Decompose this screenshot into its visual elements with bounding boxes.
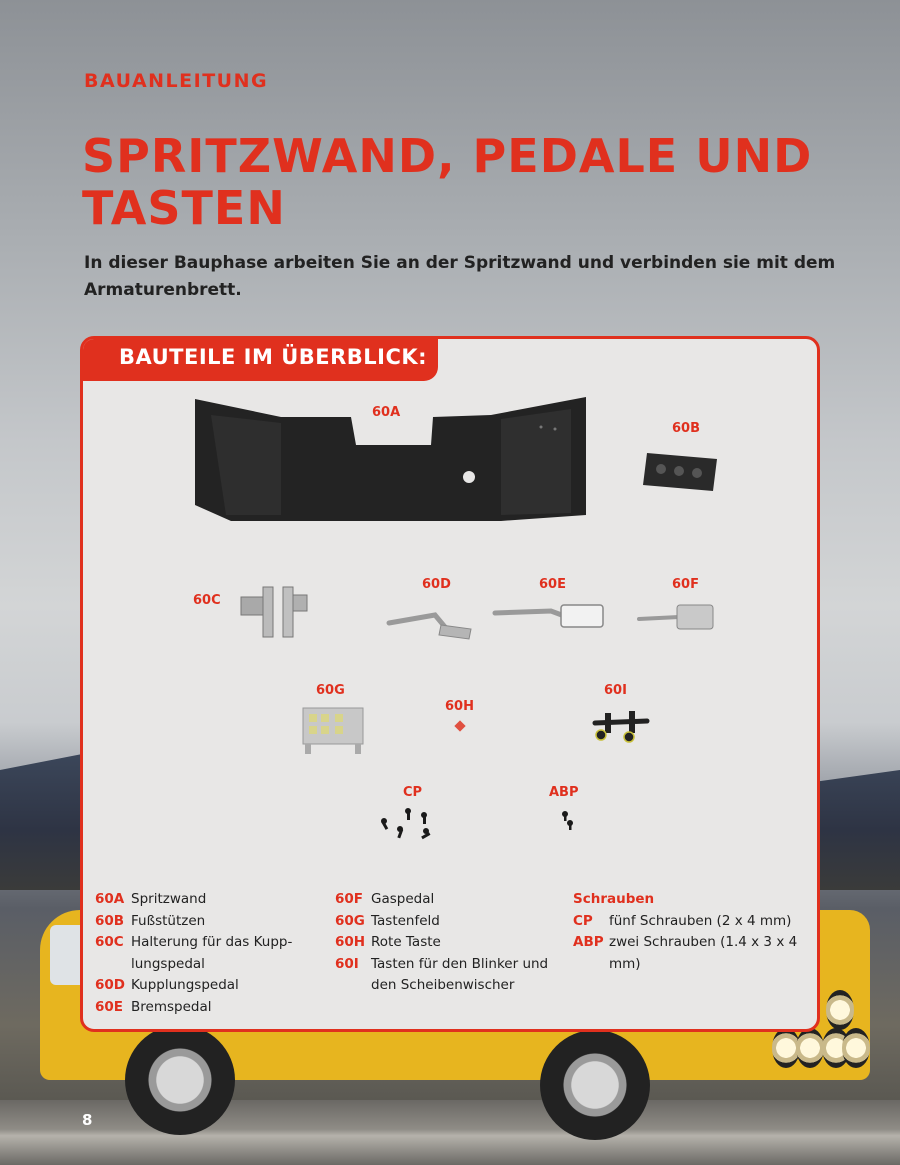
part-60F-gas-pedal-image	[635, 601, 719, 633]
panel-title: BAUTEILE IM ÜBERBLICK:	[119, 345, 428, 369]
legend-item	[95, 932, 310, 975]
legend-code: 60G	[335, 912, 365, 929]
legend-item	[573, 911, 809, 933]
car-lamp	[842, 1028, 870, 1068]
part-60I-indicator-wiper-buttons-image	[591, 709, 655, 745]
legend-code: 60A	[95, 891, 125, 907]
label-60H: 60H	[445, 699, 474, 714]
part-60H-red-button-image	[453, 719, 467, 733]
legend-desc: Kupplungspedal	[131, 977, 239, 994]
legend-code: 60B	[95, 912, 125, 929]
intro-text: In dieser Bauphase arbeiten Sie an der Spritzwand und verbinden sie mit dem Armaturenbrett.	[84, 253, 836, 300]
car-lamp	[826, 990, 854, 1030]
legend-code: 60C	[95, 934, 124, 951]
legend-item	[335, 889, 555, 911]
legend-desc: Spritzwand	[131, 891, 207, 907]
label-60G: 60G	[316, 683, 345, 698]
label-60C: 60C	[193, 593, 221, 608]
part-60E-brake-pedal-image	[491, 597, 607, 633]
legend-code: 60H	[335, 934, 366, 951]
part-60G-button-panel-image	[297, 704, 369, 756]
label-60B: 60B	[672, 421, 700, 436]
legend-desc: Halterung für das Kupp-lungspedal	[131, 934, 293, 972]
label-60E: 60E	[539, 577, 566, 592]
legend-desc: Tasten für den Blinker und den Scheibenwischer	[371, 955, 549, 994]
legend-code: CP	[573, 912, 593, 929]
part-ABP-screws-image	[557, 809, 579, 835]
legend-desc: Fußstützen	[131, 912, 206, 929]
legend-desc: Tastenfeld	[371, 912, 440, 929]
car-lamp	[796, 1028, 824, 1068]
part-60C-clutch-bracket-image	[233, 581, 313, 641]
legend-code: 60F	[335, 891, 364, 907]
legend-item	[95, 975, 310, 997]
legend-desc: Bremspedal	[131, 998, 212, 1015]
legend-item	[95, 889, 310, 911]
label-60D: 60D	[422, 577, 451, 592]
legend-item	[573, 932, 809, 975]
legend-column-3	[573, 889, 809, 975]
legend-code: 60E	[95, 998, 124, 1015]
legend-code: 60D	[95, 977, 125, 994]
page-title: SPRITZWAND, PEDALE UND TASTEN	[82, 129, 813, 235]
legend-code: ABP	[573, 934, 604, 951]
legend-desc: Rote Taste	[371, 934, 441, 951]
legend-code: 60I	[335, 955, 359, 972]
label-60F: 60F	[672, 577, 699, 592]
label-CP: CP	[403, 785, 423, 800]
legend-desc: Gaspedal	[371, 891, 435, 907]
legend-item	[335, 911, 555, 933]
parts-overview-panel	[80, 336, 820, 1032]
legend-item	[335, 932, 555, 954]
car-wheel-front	[540, 1030, 650, 1140]
legend-desc: fünf Schrauben (2 x 4 mm)	[609, 912, 792, 929]
legend-item	[95, 997, 310, 1019]
label-60I: 60I	[604, 683, 627, 698]
label-ABP: ABP	[549, 785, 579, 800]
car-wheel-rear	[125, 1025, 235, 1135]
legend-column-1	[95, 889, 310, 1019]
legend-column-2	[335, 889, 555, 997]
part-CP-screws-image	[377, 807, 443, 845]
legend-item	[335, 954, 555, 997]
legend-item	[95, 911, 310, 933]
panel-header	[83, 339, 438, 381]
legend-desc: zwei Schrauben (1.4 x 3 x 4 mm)	[609, 934, 798, 972]
screws-heading: Schrauben	[573, 891, 655, 907]
label-60A: 60A	[372, 405, 401, 420]
part-60D-clutch-pedal-image	[385, 597, 475, 641]
section-label: BAUANLEITUNG	[84, 70, 269, 92]
part-60A-firewall-image	[191, 395, 591, 525]
page-number: 8	[82, 1111, 93, 1129]
part-60B-footrest-image	[639, 447, 721, 493]
